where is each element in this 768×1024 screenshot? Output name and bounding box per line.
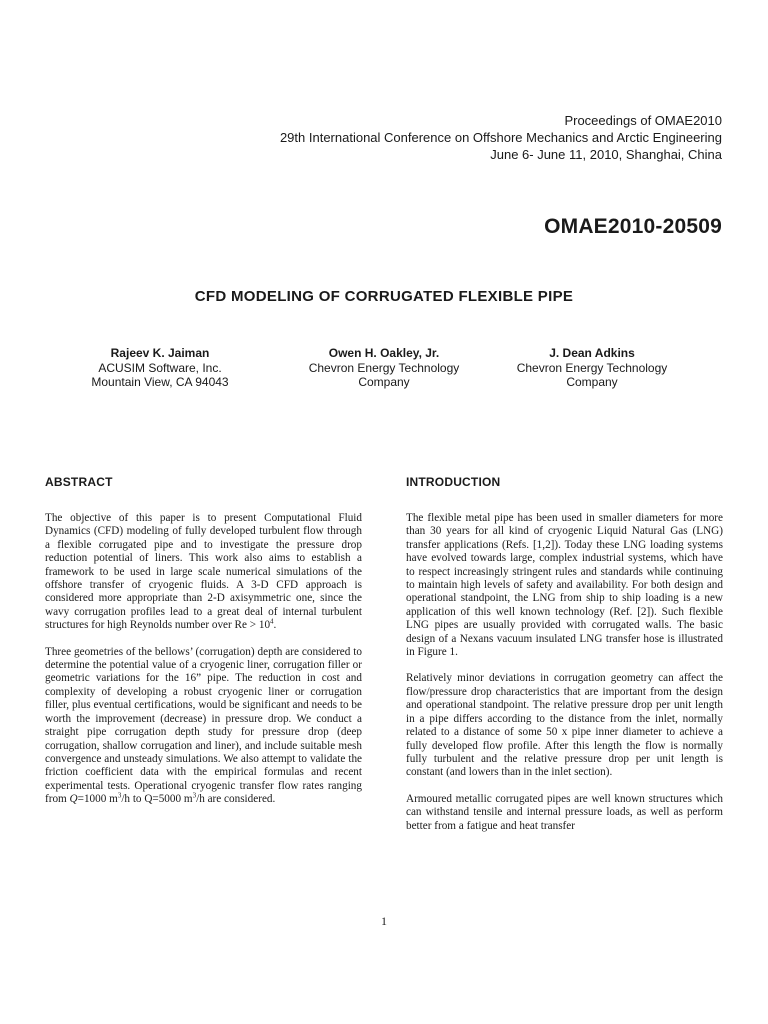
proceedings-line-1: Proceedings of OMAE2010 — [564, 113, 722, 128]
intro-paragraph-1: The flexible metal pipe has been used in smaller diameters for more than 30 years for all kind of cryogenic Liquid Natural Gas (LNG) transfer applications (Refs. [1,2]). Today these LNG loading systems have evolved towards large, complex industrial systems, which have to respect increasingly stringent rules and standards while continuing to maintain high levels of safety and availability. For both design and operational standpoint, the LNG from ship to ship loading is a new application of this well known technology (Ref. [2]). Such flexible LNG pipes are usually provided with corrugated walls. The basic design of a Nexans vacuum insulated LNG transfer hose is illustrated in Figure 1. — [406, 512, 723, 659]
cubic-exponent: 3 — [192, 791, 197, 800]
proceedings-line-2: 29th International Conference on Offshore Mechanics and Arctic Engineering — [279, 130, 722, 145]
author-block-1 — [50, 346, 270, 389]
introduction-column — [406, 512, 723, 894]
abstract-heading: ABSTRACT — [45, 475, 113, 489]
author-name: J. Dean Adkins — [549, 346, 635, 360]
author-affiliation: ACUSIM Software, Inc. — [98, 361, 222, 375]
paper-id: OMAE2010-20509 — [544, 215, 722, 238]
author-block-2 — [274, 346, 494, 389]
author-affiliation: Chevron Energy Technology — [308, 361, 460, 375]
abstract-paragraph-2 — [45, 646, 362, 807]
abstract-p2-flow-low: =1000 m — [77, 793, 118, 806]
author-location: Mountain View, CA 94043 — [91, 375, 229, 389]
proceedings-line-3: June 6- June 11, 2010, Shanghai, China — [490, 147, 722, 162]
proceedings-header — [162, 112, 722, 163]
flow-rate-symbol: Q — [69, 793, 78, 806]
author-block-3 — [482, 346, 702, 389]
author-name: Owen H. Oakley, Jr. — [328, 346, 440, 360]
abstract-p1-end: . — [273, 619, 277, 632]
introduction-heading: INTRODUCTION — [406, 475, 501, 489]
author-name: Rajeev K. Jaiman — [110, 346, 210, 360]
abstract-p2-end: /h are considered. — [196, 793, 276, 806]
abstract-p2-flow-high: /h to Q=5000 m — [121, 793, 193, 806]
cubic-exponent: 3 — [117, 791, 122, 800]
reynolds-exponent: 4 — [270, 617, 274, 626]
author-affiliation-cont: Company — [566, 375, 618, 389]
abstract-column — [45, 512, 362, 820]
intro-paragraph-2: Relatively minor deviations in corrugation geometry can affect the flow/pressure drop characteristics that are important from the design and operational standpoint. The relative pressure drop per unit length in a pipe differs according to the distance from the inlet, normally related to a distance of some 50 x pipe inner diameter to achieve a fully developed flow profile. After this length the flow is normally fully turbulent and the relative pressure drop per unit length is constant (and lowers than in the inlet section). — [406, 672, 723, 779]
abstract-paragraph-1 — [45, 512, 362, 633]
page-number: 1 — [381, 914, 387, 928]
abstract-p1-text: The objective of this paper is to present Computational Fluid Dynamics (CFD) modeling of fully developed turbulent flow through a flexible corrugated pipe and to investigate the pressure drop reduction potential of liners. This work also aims to establish a framework to be used in large scale numerical simulations of the offshore transfer of cryogenic fluids. A 3-D CFD approach is considered more appropriate than 2-D axisymmetric one, since the wavy corrugation profiles lead to a great deal of internal turbulent structures for high Reynolds number over Re > 10 — [45, 512, 362, 632]
author-affiliation: Chevron Energy Technology — [516, 361, 668, 375]
paper-title: CFD MODELING OF CORRUGATED FLEXIBLE PIPE — [194, 288, 574, 305]
intro-paragraph-3: Armoured metallic corrugated pipes are well known structures which can withstand tensile and internal pressure loads, as well as perform better from a fatigue and heat transfer — [406, 792, 723, 832]
abstract-p2-text: Three geometries of the bellows’ (corrugation) depth are considered to determine the potential value of a cryogenic liner, corrugation filler or geometric variations for the 16” pipe. The reduction in cost and complexity of developing a robust cryogenic liner or corrugation filler, plus eventual certifications, would be significant and needs to be worth the improvement (decrease) in pressure drop. We conduct a straight pipe corrugation depth study for pressure drop (deep corrugation, shallow corrugation and liner), and include suitable mesh convergence and unsteady simulations. We also attempt to validate the friction coefficient data with the empirical formulas and recent experimental tests. Operational cryogenic transfer flow rates ranging from — [45, 645, 362, 806]
author-affiliation-cont: Company — [358, 375, 410, 389]
